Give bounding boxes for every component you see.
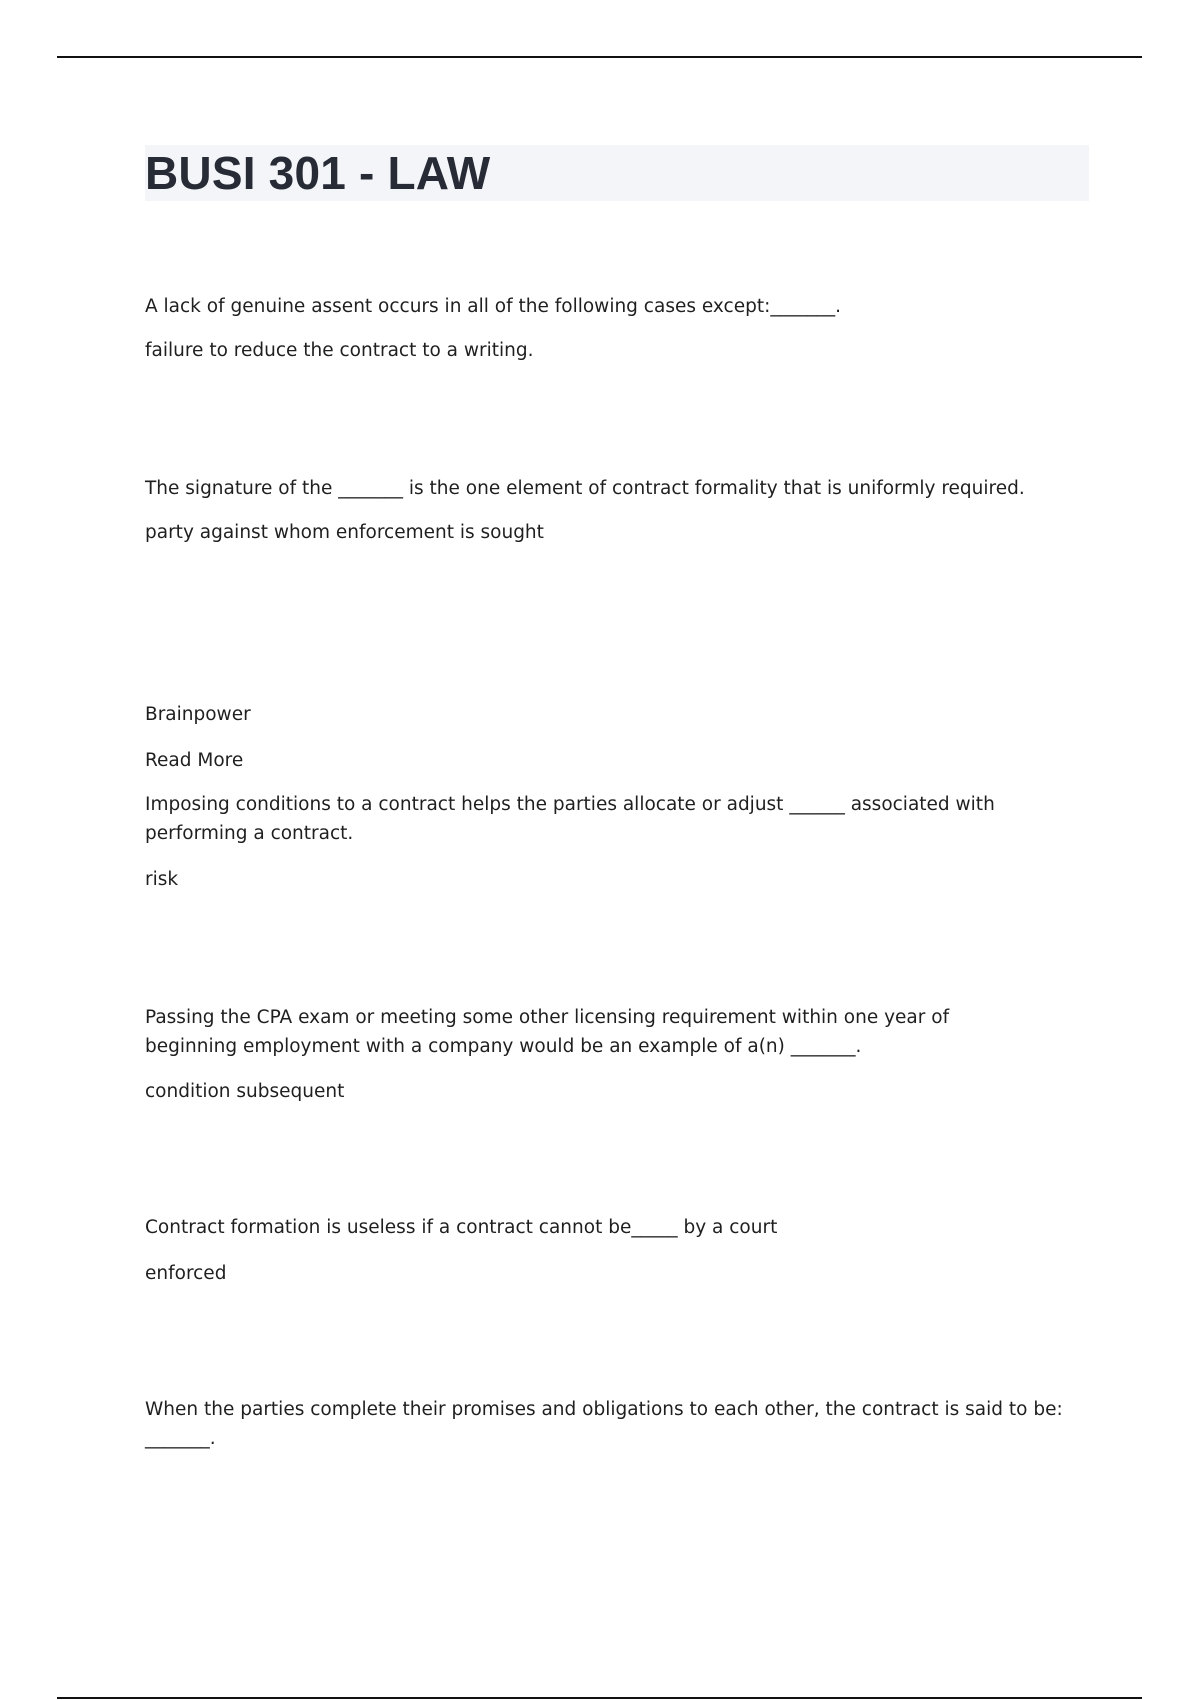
answer-1: failure to reduce the contract to a writing.	[145, 340, 534, 361]
answer-2: party against whom enforcement is sought	[145, 522, 544, 543]
read-more-link[interactable]: Read More	[145, 750, 244, 771]
answer-5: enforced	[145, 1263, 227, 1284]
bottom-rule	[57, 1697, 1142, 1699]
question-2: The signature of the _______ is the one element of contract formality that is uniformly required.	[145, 478, 1025, 499]
question-3: Imposing conditions to a contract helps the parties allocate or adjust ______ associated with performing a contract.	[145, 794, 995, 844]
promo-brand: Brainpower	[145, 704, 251, 725]
document-title: BUSI 301 - LAW	[145, 147, 491, 199]
top-rule	[57, 56, 1142, 58]
answer-3: risk	[145, 869, 179, 890]
question-4: Passing the CPA exam or meeting some other licensing requirement within one year of beginning employment with a company would be an example of a(n) _______.	[145, 1007, 950, 1057]
answer-4: condition subsequent	[145, 1081, 345, 1102]
question-1: A lack of genuine assent occurs in all of the following cases except:_______.	[145, 296, 841, 317]
question-6: When the parties complete their promises and obligations to each other, the contract is said to be: _______.	[145, 1399, 1063, 1449]
question-5: Contract formation is useless if a contract cannot be_____ by a court	[145, 1217, 778, 1238]
